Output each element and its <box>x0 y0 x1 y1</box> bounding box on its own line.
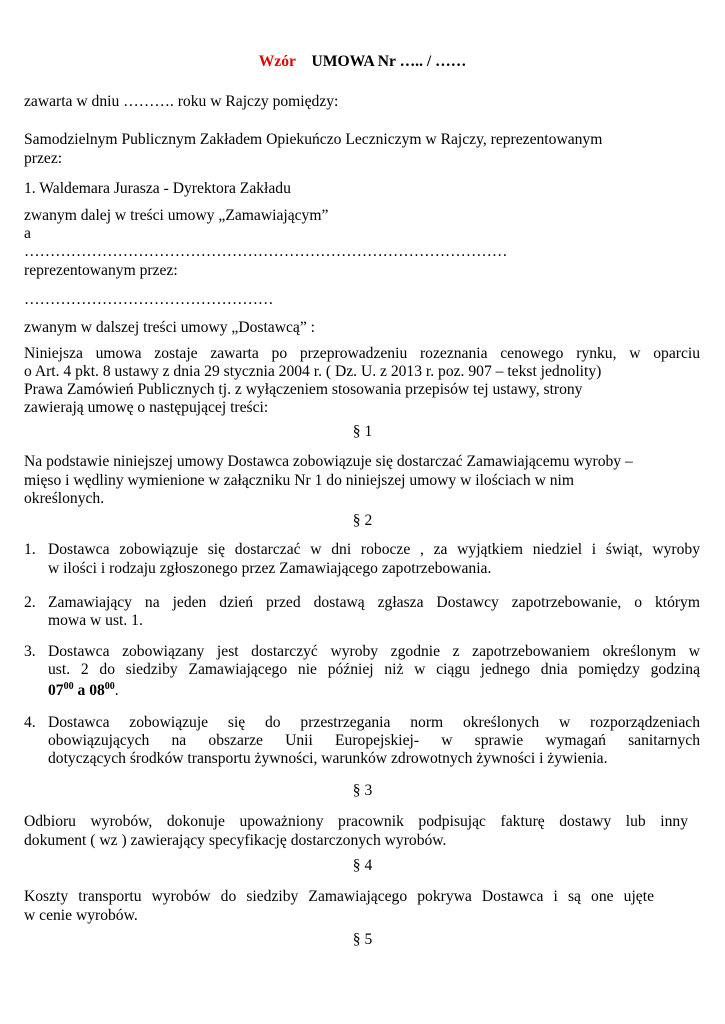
preamble-line-4: zawierają umowę o następującej treści: <box>24 399 269 416</box>
section-3-line-1: Odbioru wyrobów, dokonuje upoważniony pracownik podpisując fakturę dostawy lub inny <box>24 813 688 830</box>
section-4-line-1: Koszty transportu wyrobów do siedziby Zamawiającego pokrywa Dostawca i są one ujęte <box>24 888 654 905</box>
s2-item-3-number: 3. <box>24 643 36 660</box>
hours-conjunction: a <box>77 682 86 699</box>
end-hour: 08 <box>89 682 105 699</box>
end-minutes: 00 <box>104 681 115 692</box>
intro-blank-line-1: ………………………………………………………………………………… <box>24 243 508 260</box>
s2-item-3-line-1: Dostawca zobowiązany jest dostarczyć wyroby zgodnie z zapotrzebowaniem określonym w <box>48 643 700 660</box>
start-minutes: 00 <box>63 681 74 692</box>
s2-item-1-line-2: w ilości i rodzaju zgłoszonego przez Zamawiającego zapotrzebowania. <box>48 560 492 577</box>
section-4-heading: § 4 <box>352 857 373 874</box>
s2-item-4-number: 4. <box>24 714 36 731</box>
s2-item-1-line-1: Dostawca zobowiązuje się dostarczać w dni robocze , za wyjątkiem niedziel i świąt, wyroby <box>48 541 700 558</box>
section-5-heading: § 5 <box>352 931 373 948</box>
s2-item-4-line-2: obowiązujących na obszarze Unii Europejskiej- w sprawie wymagań sanitarnych <box>48 732 700 749</box>
start-hour: 07 <box>48 682 64 699</box>
s2-item-3-hours <box>48 682 119 700</box>
s2-item-4-line-3: dotyczących środków transportu żywności, warunków zdrowotnych żywności i żywienia. <box>48 750 608 767</box>
intro-representative-line: 1. Waldemara Jurasza - Dyrektora Zakładu <box>24 180 291 197</box>
hours-period: . <box>114 682 119 699</box>
intro-party-line: Samodzielnym Publicznym Zakładem Opiekuńczo Leczniczym w Rajczy, reprezentowanym <box>24 131 603 148</box>
section-1-line-3: określonych. <box>24 490 105 507</box>
section-3-line-2: dokument ( wz ) zawierający specyfikację dostarczonych wyrobów. <box>24 832 447 849</box>
section-4-line-2: w cenie wyrobów. <box>24 907 138 924</box>
intro-dostawca-line: zwanym w dalszej treści umowy „Dostawcą” : <box>24 319 315 336</box>
s2-item-1-number: 1. <box>24 541 36 558</box>
section-1-heading: § 1 <box>352 423 373 440</box>
title-main: UMOWA Nr ….. / …… <box>311 53 467 70</box>
s2-item-2-line-2: mowa w ust. 1. <box>48 612 143 629</box>
s2-item-2-line-1: Zamawiający na jeden dzień przed dostawą zgłasza Dostawcy zapotrzebowanie, o którym <box>48 594 700 611</box>
intro-blank-line-2: ………………………………………… <box>24 291 274 308</box>
section-1-line-1: Na podstawie niniejszej umowy Dostawca zobowiązuje się dostarczać Zamawiającemu wyroby – <box>24 453 633 470</box>
preamble-line-2: o Art. 4 pkt. 8 ustawy z dnia 29 stycznia 2004 r. ( Dz. U. z 2013 r. poz. 907 – tekst jednolity) <box>24 363 602 380</box>
s2-item-4-line-1: Dostawca zobowiązuje się do przestrzegania norm określonych w rozporządzeniach <box>48 714 700 731</box>
intro-przez-line: przez: <box>24 150 63 167</box>
s2-item-3-line-2: ust. 2 do siedziby Zamawiającego nie później niż w ciągu jednego dnia pomiędzy godziną <box>48 661 700 678</box>
intro-zamawiajacy-line: zwanym dalej w treści umowy „Zamawiającym” <box>24 207 329 224</box>
document-title <box>0 52 725 72</box>
title-prefix: Wzór <box>258 53 296 70</box>
section-1-line-2: mięso i wędliny wymienione w załączniku Nr 1 do niniejszej umowy w ilościach w nim <box>24 472 574 489</box>
section-2-heading: § 2 <box>352 512 373 529</box>
intro-a-line: a <box>24 225 31 242</box>
section-3-heading: § 3 <box>352 782 373 799</box>
preamble-line-1: Niniejsza umowa zostaje zawarta po przeprowadzeniu rozeznania cenowego rynku, w oparciu <box>24 345 700 362</box>
preamble-line-3: Prawa Zamówień Publicznych tj. z wyłączeniem stosowania przepisów tej ustawy, strony <box>24 381 583 398</box>
s2-item-2-number: 2. <box>24 594 36 611</box>
intro-date-line: zawarta w dniu ………. roku w Rajczy pomiędzy: <box>24 93 339 110</box>
intro-reprezentowanym-line: reprezentowanym przez: <box>24 262 178 279</box>
